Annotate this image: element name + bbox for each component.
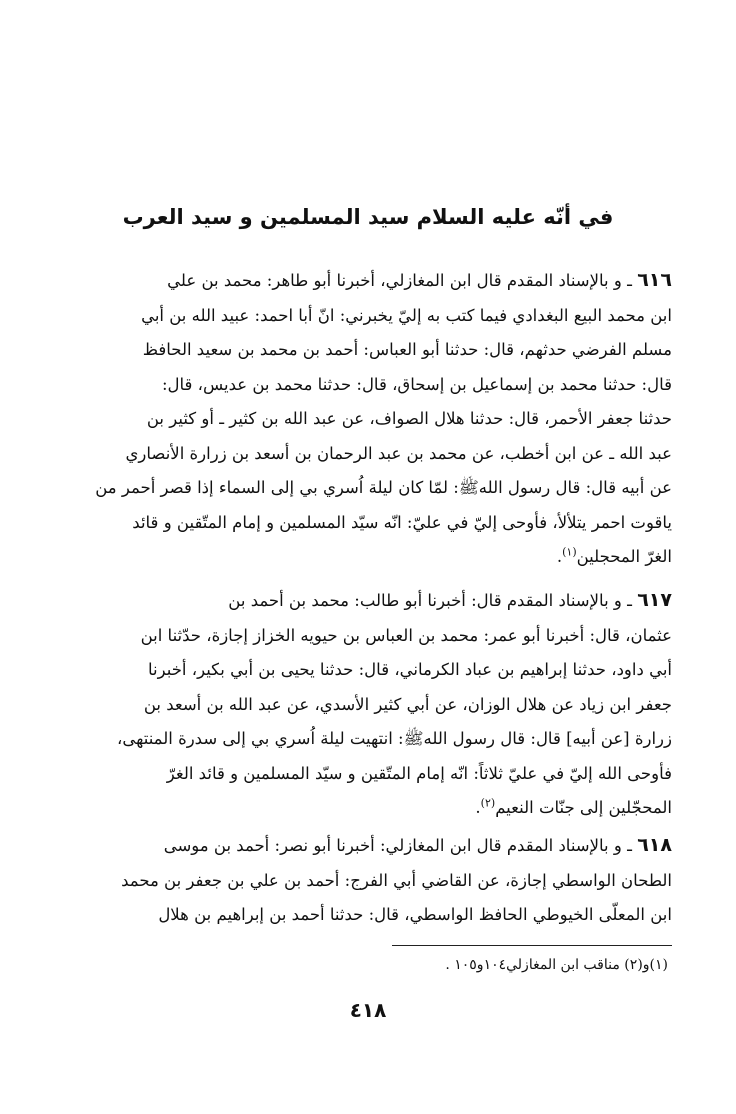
hadith-number: ٦١٧ <box>637 589 672 611</box>
paragraph-last-line: المحجّلين إلى جنّات النعيم$^{(٢)}$. <box>475 796 672 817</box>
paragraph-first-line: ٦١٧ ـ و بالإسناد المقدم قال: أخبرنا أبو طالب: محمد بن أحمد بن <box>228 589 672 611</box>
paragraph-line: جعفر ابن زياد عن هلال الوزان، عن أبي كثير الأسدي، عن عبد الله بن أسعد بن <box>143 694 672 714</box>
paragraph-last-line: الغرّ المحجلين$^{(١)}$. <box>556 545 672 566</box>
paragraph-line: مسلم الفرضي حدثهم، قال: حدثنا أبو العباس: أحمد بن محمد بن سعيد الحافظ <box>142 340 672 359</box>
hadith-paragraph-617 <box>72 583 672 826</box>
paragraph-line: زرارة [عن أبيه] قال: قال رسول اللهﷺ: انتهيت ليلة اُسري بي إلى سدرة المنتهى، <box>117 729 672 748</box>
paragraph-first-line: ٦١٦ ـ و بالإسناد المقدم قال ابن المغازلي، أخبرنا أبو طاهر: محمد بن علي <box>167 269 672 291</box>
paragraph-first-line: ٦١٨ ـ و بالإسناد المقدم قال ابن المغازلي: أخبرنا أبو نصر: أحمد بن موسى <box>163 834 672 856</box>
footnote-divider <box>392 945 672 946</box>
paragraph-line: ابن المعلّى الخيوطي الحافظ الواسطي، قال: حدثنا أحمد بن إبراهيم بن هلال <box>158 905 672 924</box>
paragraph-line: ابن محمد البيع البغدادي فيما كتب به إليّ يخبرني: انّ أبا احمد: عبيد الله بن أبي <box>141 305 672 325</box>
paragraph-line: فأوحى الله إليّ في عليّ ثلاثاً: انّه إمام المتّقين و سيّد المسلمين و قائد الغرّ <box>166 763 672 783</box>
paragraph-line: عبد الله ـ عن ابن أخطب، عن محمد بن عبد الرحمان بن أسعد بن زرارة الأنصاري <box>125 443 672 463</box>
paragraph-line: قال: حدثنا محمد بن إسماعيل بن إسحاق، قال: حدثنا محمد بن عديس، قال: <box>161 374 672 394</box>
footnote-ref: (١) <box>562 545 577 559</box>
hadith-number: ٦١٨ <box>637 834 672 856</box>
paragraph-line: الطحان الواسطي إجازة، عن القاضي أبي الفرج: أحمد بن علي بن جعفر بن محمد <box>121 870 672 890</box>
paragraph-line: عن أبيه قال: قال رسول اللهﷺ: لمّا كان ليلة اُسري بي إلى السماء إذا قصر أحمر من <box>95 478 672 497</box>
hadith-paragraph-616 <box>72 263 672 575</box>
hadith-number: ٦١٦ <box>637 269 672 291</box>
page-number: ٤١٨ <box>349 998 387 1022</box>
section-heading: في أنّه عليه السلام سيد المسلمين و سيد العرب <box>122 205 614 229</box>
paragraph-line: حدثنا جعفر الأحمر، قال: حدثنا هلال الصواف، عن عبد الله بن كثير ـ أو كثير بن <box>146 409 672 428</box>
paragraph-line: عثمان، قال: أخبرنا أبو عمر: محمد بن العباس بن حيويه الخزاز إجازة، حدّثنا ابن <box>140 625 672 645</box>
hadith-paragraph-618 <box>72 828 672 933</box>
paragraph-line: أبي داود، حدثنا إبراهيم بن عباد الكرماني، قال: حدثنا يحيى بن أبي بكير، أخبرنا <box>148 660 672 679</box>
footnote-ref: (٢) <box>480 796 496 810</box>
paragraph-line: ياقوت احمر يتلألأ، فأوحى إليّ في عليّ: انّه سيّد المسلمين و إمام المتّقين و قائد <box>132 512 672 532</box>
footnote: (١)و(٢) مناقب ابن المغازلي١٠٤و١٠٥ . <box>445 957 668 973</box>
